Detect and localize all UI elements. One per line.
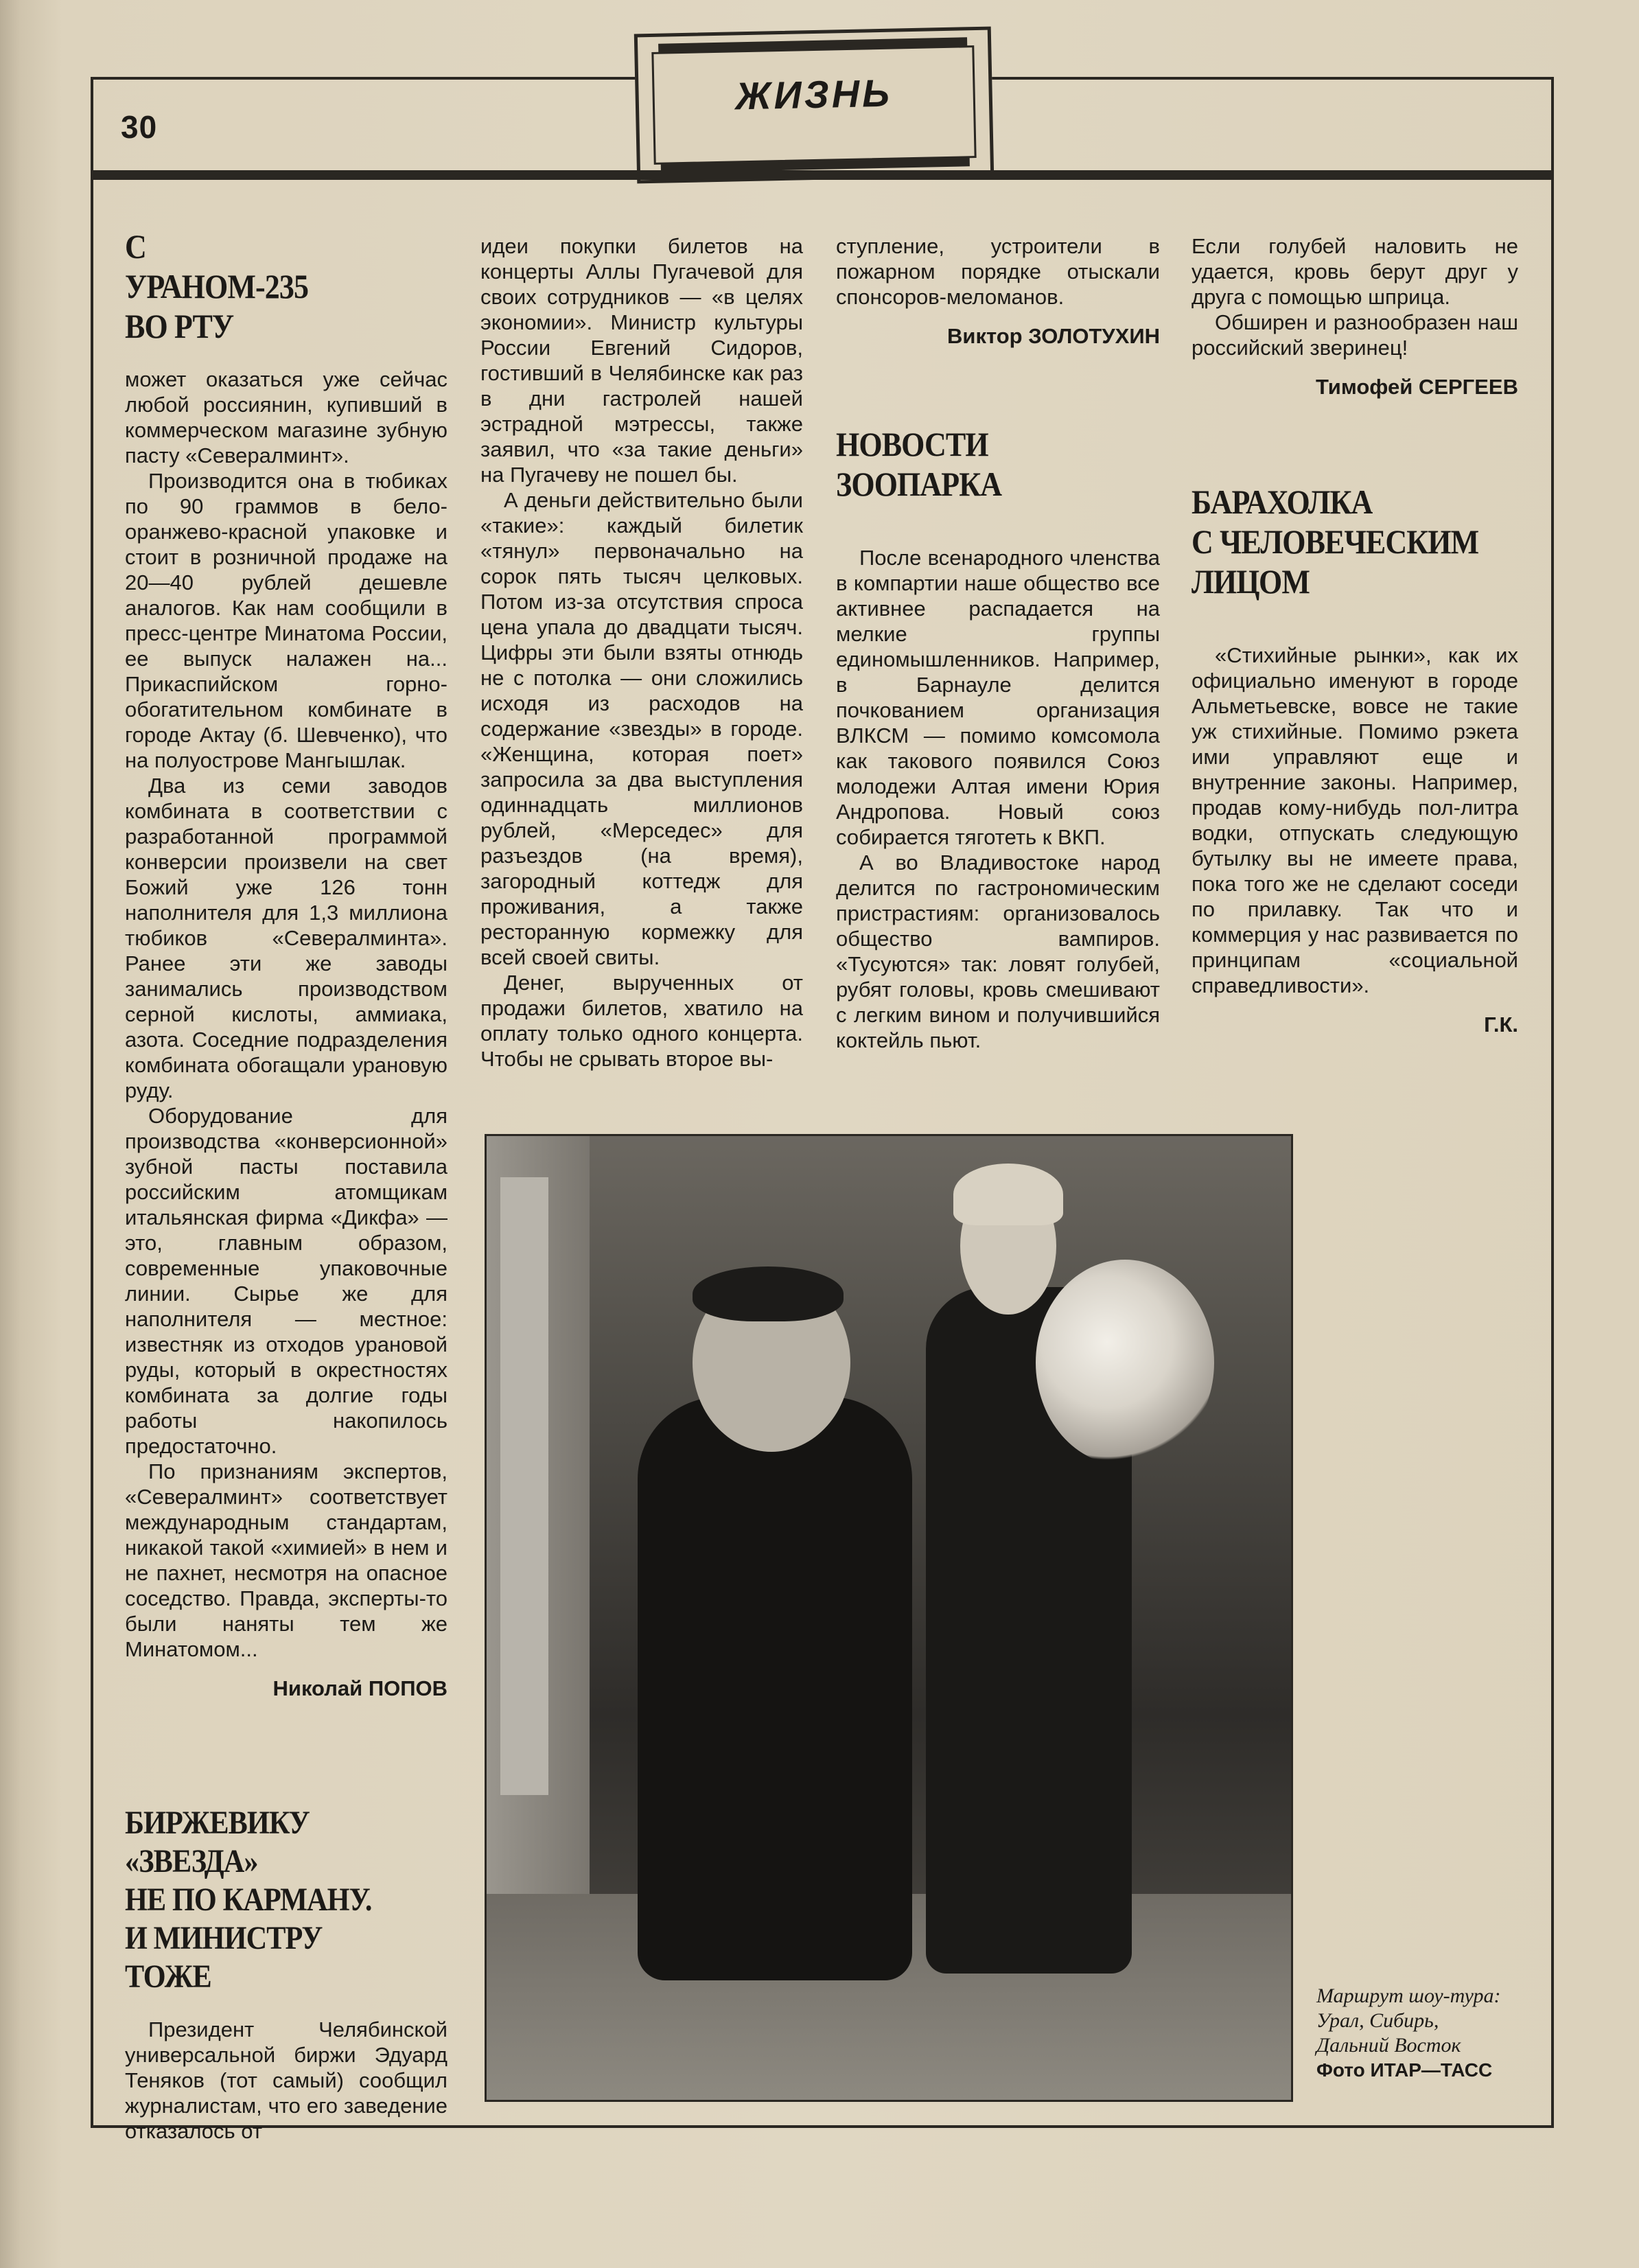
article-uranium-paragraph: Производится она в тюбиках по 90 граммов в бело-оранжево-красной упаковке и стоит в розничной продаже на 20—40 рублей дешевле аналогов. Как нам сообщили в пресс-центре Минатома России, ее выпуск налажен на... Прикаспийском горно-обогатительном комбинате в городе Актау (б. Шевченко), что на полуострове Мангышлак. [125, 469, 447, 772]
article-birzha-title-line: «ЗВЕЗДА» [125, 1843, 258, 1879]
article-uranium-title: С УРАНОМ-235 ВО РТУ [125, 227, 309, 345]
photo-credit: Фото ИТАР—ТАСС [1316, 2059, 1493, 2081]
article-birzha-byline: Виктор ЗОЛОТУХИН [947, 324, 1160, 348]
news-photo [485, 1134, 1293, 2102]
article-baraholka-title-line: С ЧЕЛОВЕЧЕСКИМ [1192, 522, 1479, 561]
header-rule [91, 170, 1554, 180]
photo-figure-woman [638, 1397, 912, 1980]
photo-caption-line: Маршрут шоу-тура: [1316, 1984, 1501, 2007]
article-birzha-continued [480, 233, 803, 1072]
article-birzha-paragraph: Денег, вырученных от продажи билетов, хватило на оплату только одного концерта. Чтобы не срывать второе вы- [480, 971, 803, 1071]
photo-caption-line: Урал, Сибирь, [1316, 2009, 1439, 2032]
column-four [1192, 233, 1518, 1037]
article-zoo-title [836, 424, 1121, 504]
article-birzha-paragraph: ступление, устроители в пожарном порядке отыскали спонсоров-меломанов. [836, 234, 1160, 309]
article-uranium-paragraph: По признаниям экспертов, «Севералминт» соответствует международным стандартам, никакой такой «химией» в нем и не пахнет, несмотря на опасное соседство. Правда, эксперты-то были наняты тем же Минатомом... [125, 1459, 447, 1661]
article-uranium-paragraph: Оборудование для производства «конверсионной» зубной пасты поставила российским атомщикам итальянская фирма «Дикфа» — это, главным образом, современные упаковочные линии. Сырье же для наполнителя — местное: известняк из отходов урановой руды, который в окрестностях комбината за долгие годы работы накопилось предостаточно. [125, 1104, 447, 1458]
article-zoo-paragraph: А во Владивостоке народ делится по гастрономическим пристрастиям: организовалось общество вампиров. «Тусуются» так: ловят голубей, рубят головы, кровь смешивают с легким вином и получившийся коктейль пьют. [836, 850, 1160, 1052]
article-birzha-title-line: БИРЖЕВИКУ [125, 1805, 310, 1841]
page-number: 30 [121, 109, 158, 145]
photo-figure-man-hair [953, 1164, 1063, 1225]
article-zoo-paragraph: После всенародного членства в компартии наше общество все активнее распадается на мелкие группы единомышленников. Например, в Барнауле делится почкованием организация ВЛКСМ — помимо комсомола как такового появился Союз молодежи Алтая имени Юрия Андропова. Новый союз собирается тяготеть к ВКП. [836, 546, 1160, 849]
article-baraholka-byline: Г.К. [1484, 1012, 1518, 1037]
article-birzha-title-line: И МИНИСТРУ ТОЖЕ [125, 1920, 323, 1995]
photo-flower-bouquet [1036, 1260, 1214, 1466]
article-birzha-title-line: НЕ ПО КАРМАНУ. [125, 1882, 372, 1918]
article-uranium-paragraph: может оказаться уже сейчас любой россиянин, купивший в коммерческом магазине зубную пасту «Севералминт». [125, 367, 447, 467]
article-baraholka-paragraph: «Стихийные рынки», как их официально именуют в городе Альметьевске, вовсе не такие уж стихийные. Помимо рэкета ими управляют еще и внутренние законы. Например, продав кому-нибудь пол-литра водки, отпускать следующую бутылку вы не имеете права, пока того же не сделают соседи по прилавку. Так что и коммерция у нас развивается по принципам «социальной справедливости». [1192, 643, 1518, 997]
article-zoo-byline: Тимофей СЕРГЕЕВ [1316, 375, 1518, 399]
article-birzha-start [125, 1804, 447, 2144]
article-baraholka-title-line: ЛИЦОМ [1192, 562, 1310, 601]
section-rubric [634, 27, 994, 184]
photo-door [500, 1177, 548, 1795]
article-birzha-paragraph: А деньги действительно были «такие»: каждый билетик «тянул» первоначально на сорок пять тысяч целковых. Потом из-за отсутствия спроса цена упала до двадцати тысяч. Цифры эти были взяты отнюдь не с потолка — они сложились исходя из расходов на содержание «звезды» в городе. «Женщина, которая поет» запросила за два выступления одиннадцать миллионов рублей, «Мерседес» для разъездов (на время), загородный коттедж для проживания, а также ресторанную кормежку для всей своей свиты. [480, 488, 803, 969]
article-zoo-title-line: НОВОСТИ [836, 425, 988, 463]
article-zoo-paragraph: Если голубей наловить не удается, кровь берут друг у друга с помощью шприца. [1192, 234, 1518, 309]
article-birzha-paragraph: Президент Челябинской универсальной биржи Эдуард Теняков (тот самый) сообщил журналистам, что его заведение отказалось от [125, 2017, 447, 2143]
article-baraholka-title-line: БАРАХОЛКА [1192, 483, 1373, 521]
article-uranium-byline: Николай ПОПОВ [272, 1676, 447, 1700]
rubric-title: ЖИЗНЬ [734, 71, 893, 118]
article-birzha-paragraph: идеи покупки билетов на концерты Аллы Пугачевой для своих сотрудников — «в целях экономии». Министр культуры России Евгений Сидоров, гостивший в Челябинске как раз в дни гастролей нашей эстрадной мэтрессы, также заявил, что «за такие деньги» на Пугачеву не пошел бы. [480, 234, 803, 487]
photo-figure-woman-hat [693, 1266, 844, 1321]
article-uranium [125, 227, 447, 1701]
column-three [836, 233, 1160, 1053]
article-uranium-paragraph: Два из семи заводов комбината в соответствии с разработанной программой конверсии произвели на свет Божий уже 126 тонн наполнителя для 1,3 миллиона тюбиков «Севералминта». Ранее эти же заводы занимались производством серной кислоты, аммиака, азота. Соседние подразделения комбината обогащали урановую руду. [125, 774, 447, 1102]
article-zoo-title-line: ЗООПАРКА [836, 465, 1002, 503]
photo-caption-line: Дальний Восток [1316, 2034, 1461, 2057]
article-baraholka-title [1192, 482, 1479, 601]
article-birzha-title [125, 1804, 409, 1996]
photo-caption [1316, 1984, 1536, 2083]
article-zoo-paragraph: Обширен и разнообразен наш российский зверинец! [1192, 310, 1518, 360]
